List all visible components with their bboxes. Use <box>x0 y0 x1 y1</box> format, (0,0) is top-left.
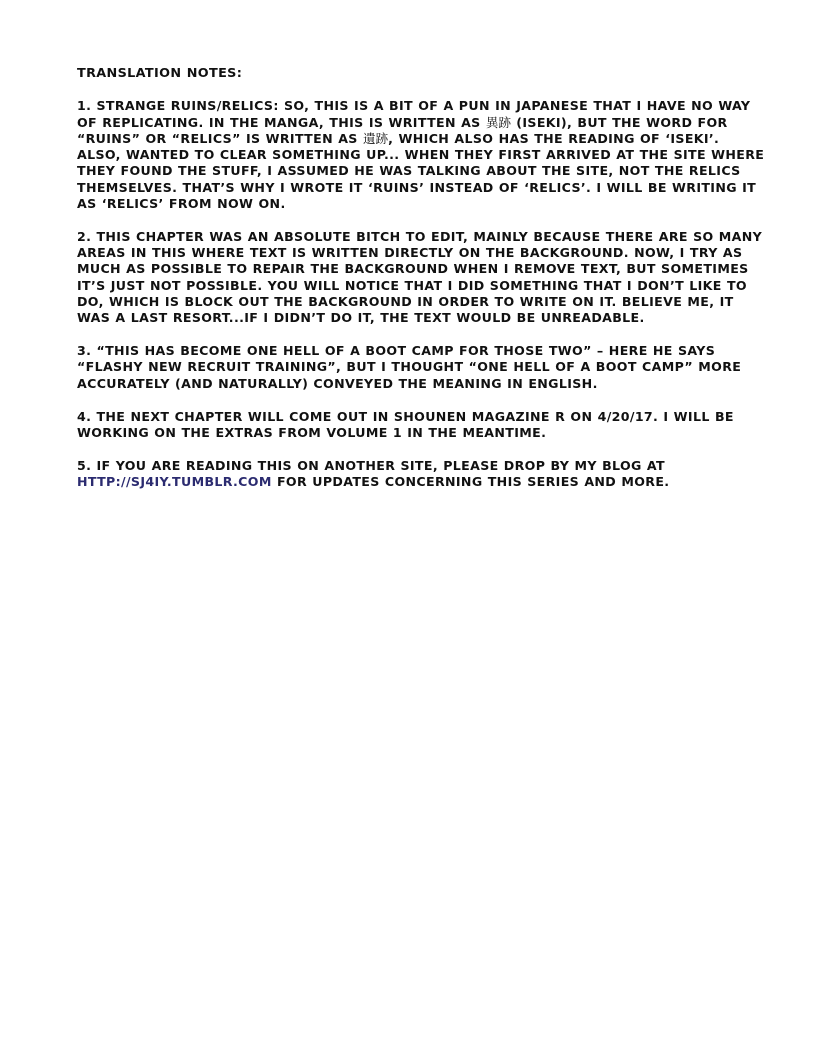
blog-url-link[interactable]: HTTP://SJ4IY.TUMBLR.COM <box>77 473 272 489</box>
note-text: FOR UPDATES CONCERNING THIS SERIES AND MORE. <box>271 473 670 489</box>
note-strange-ruins-relics <box>77 98 767 212</box>
note-blog-link <box>77 458 767 491</box>
japanese-term: 遺跡 <box>362 130 389 146</box>
page-title: TRANSLATION NOTES: <box>77 66 243 81</box>
note-text: 5. IF YOU ARE READING THIS ON ANOTHER SITE, PLEASE DROP BY MY BLOG AT <box>77 457 665 473</box>
note-boot-camp-line <box>77 343 767 392</box>
note-text: , WHICH ALSO HAS THE READING OF ‘ISEKI’. ALSO, WANTED TO CLEAR SOMETHING UP... WHEN THEY FIRST ARRIVED AT THE SITE WHERE THEY FOUND THE STUFF, I ASSUMED HE WAS TALKING ABOUT THE SITE, NOT THE RELICS THEMSELVES. THAT’S WHY I WROTE IT ‘RUINS’ INSTEAD OF ‘RELICS’. I WILL BE WRITING IT AS ‘RELICS’ FROM NOW ON. <box>77 130 765 212</box>
note-text: 4. THE NEXT CHAPTER WILL COME OUT IN SHOUNEN MAGAZINE R ON 4/20/17. I WILL BE WORKING ON THE EXTRAS FROM VOLUME 1 IN THE MEANTIME. <box>77 408 734 440</box>
note-next-chapter <box>77 409 767 442</box>
note-text: 3. “THIS HAS BECOME ONE HELL OF A BOOT CAMP FOR THOSE TWO” – HERE HE SAYS “FLASHY NEW RECRUIT TRAINING”, BUT I THOUGHT “ONE HELL OF A BOOT CAMP” MORE ACCURATELY (AND NATURALLY) CONVEYED THE MEANING IN ENGLISH. <box>77 343 742 391</box>
japanese-term: 異跡 <box>485 114 512 130</box>
notes-list <box>77 98 767 490</box>
note-editing-difficulty <box>77 229 767 327</box>
note-text: 2. THIS CHAPTER WAS AN ABSOLUTE BITCH TO EDIT, MAINLY BECAUSE THERE ARE SO MANY AREAS IN THIS WHERE TEXT IS WRITTEN DIRECTLY ON THE BACKGROUND. NOW, I TRY AS MUCH AS POSSIBLE TO REPAIR THE BACKGROUND WHEN I REMOVE TEXT, BUT SOMETIMES IT’S JUST NOT POSSIBLE. YOU WILL NOTICE THAT I DID SOMETHING THAT I DON’T LIKE TO DO, WHICH IS BLOCK OUT THE BACKGROUND IN ORDER TO WRITE ON IT. BELIEVE ME, IT WAS A LAST RESORT...IF I DIDN’T DO IT, THE TEXT WOULD BE UNREADABLE. <box>77 228 763 326</box>
note-text: 1. STRANGE RUINS/RELICS: SO, THIS IS A BIT OF A PUN IN JAPANESE THAT I HAVE NO WAY OF REPLICATING. IN THE MANGA, THIS IS WRITTEN AS <box>77 98 751 130</box>
note-text: (ISEKI), BUT THE WORD FOR “RUINS” OR “RELICS” IS WRITTEN AS <box>77 114 728 146</box>
notes-body <box>77 66 767 490</box>
